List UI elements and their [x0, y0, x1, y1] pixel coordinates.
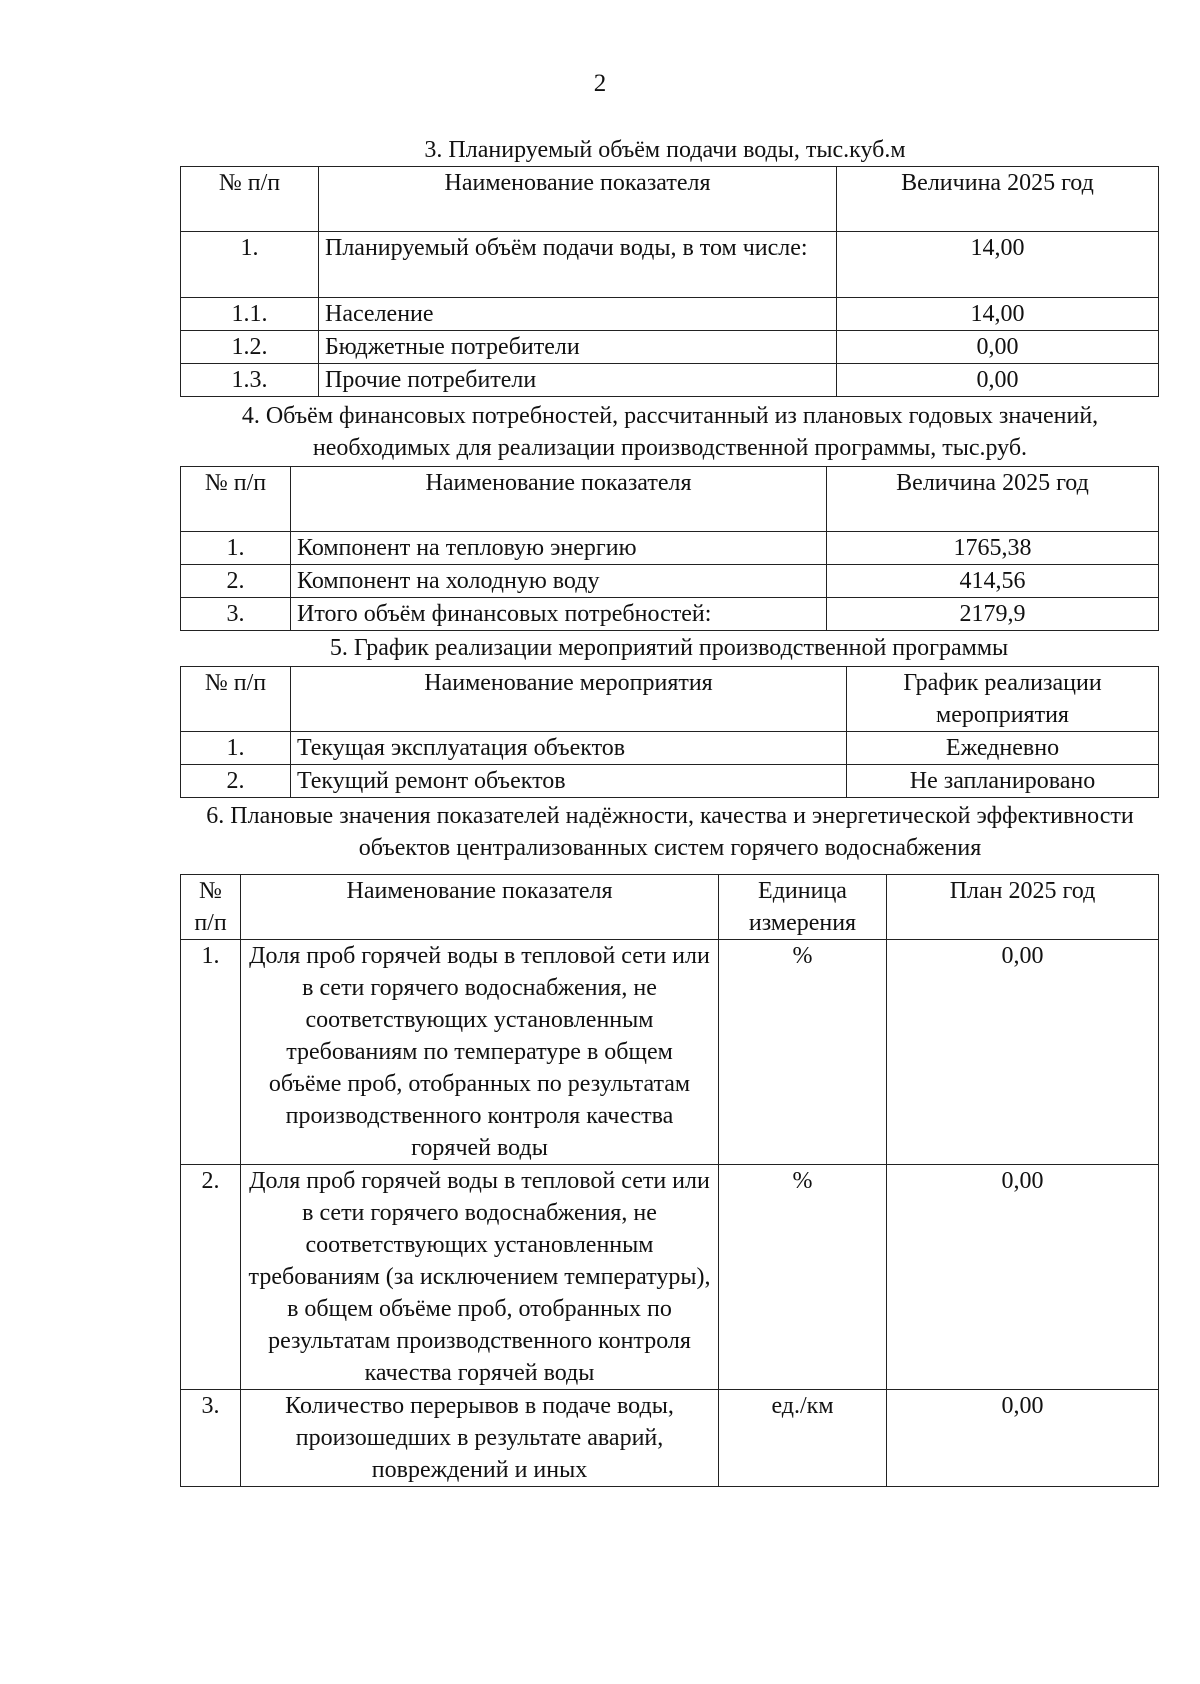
row-unit: %: [719, 1165, 887, 1390]
table-row: [181, 364, 1159, 397]
table-header-row: [181, 875, 1159, 940]
row-name: Доля проб горячей воды в тепловой сети или в сети горячего водоснабжения, не соответствующих установленным требованиям (за исключением температуры), в общем объёме проб, отобранных по результатам производственного контроля качества горячей воды: [241, 1165, 719, 1390]
table-row: [181, 940, 1159, 1165]
row-name: Прочие потребители: [319, 364, 837, 397]
row-unit: %: [719, 940, 887, 1165]
row-num: 2.: [181, 765, 291, 798]
row-value: 14,00: [837, 298, 1159, 331]
header-num: № п/п: [181, 467, 291, 532]
row-value: 0,00: [837, 331, 1159, 364]
header-value: График реализации мероприятия: [847, 667, 1159, 732]
table-header-row: [181, 467, 1159, 532]
row-value: 414,56: [827, 565, 1159, 598]
table-row: [181, 232, 1159, 298]
page-number: 2: [593, 70, 607, 97]
section-5-title: 5. График реализации мероприятий производственной программы: [329, 635, 1009, 661]
header-unit: Единица измерения: [719, 875, 887, 940]
row-num: 1.: [181, 532, 291, 565]
section-6-table: [180, 874, 1159, 1487]
header-value: Величина 2025 год: [837, 167, 1159, 232]
header-num: № п/п: [181, 875, 241, 940]
table-row: [181, 1165, 1159, 1390]
table-row: [181, 565, 1159, 598]
row-name: Количество перерывов в подаче воды, произошедших в результате аварий, повреждений и иных: [241, 1390, 719, 1487]
row-plan: 0,00: [887, 940, 1159, 1165]
row-num: 2.: [181, 565, 291, 598]
table-row: [181, 1390, 1159, 1487]
row-value: 14,00: [837, 232, 1159, 298]
header-name: Наименование показателя: [241, 875, 719, 940]
row-name: Текущий ремонт объектов: [291, 765, 847, 798]
row-name: Компонент на тепловую энергию: [291, 532, 827, 565]
row-num: 1.: [181, 940, 241, 1165]
table-row: [181, 532, 1159, 565]
row-value: 0,00: [837, 364, 1159, 397]
section-4-table: [180, 466, 1159, 631]
row-num: 1.1.: [181, 298, 319, 331]
table-row: [181, 732, 1159, 765]
row-name: Итого объём финансовых потребностей:: [291, 598, 827, 631]
table-row: [181, 331, 1159, 364]
row-num: 3.: [181, 598, 291, 631]
row-num: 1.: [181, 232, 319, 298]
row-value: Ежедневно: [847, 732, 1159, 765]
row-value: Не запланировано: [847, 765, 1159, 798]
row-unit: ед./км: [719, 1390, 887, 1487]
row-num: 1.: [181, 732, 291, 765]
table-header-row: [181, 167, 1159, 232]
row-value: 2179,9: [827, 598, 1159, 631]
row-name: Планируемый объём подачи воды, в том числе:: [319, 232, 837, 298]
row-value: 1765,38: [827, 532, 1159, 565]
row-num: 1.3.: [181, 364, 319, 397]
row-name: Население: [319, 298, 837, 331]
table-row: [181, 598, 1159, 631]
header-name: Наименование показателя: [319, 167, 837, 232]
table-header-row: [181, 667, 1159, 732]
section-6-title: 6. Плановые значения показателей надёжности, качества и энергетической эффективности объектов централизованных систем горячего водоснабжения: [206, 803, 1134, 861]
section-3-table: [180, 166, 1159, 397]
header-name: Наименование показателя: [291, 467, 827, 532]
row-num: 3.: [181, 1390, 241, 1487]
row-name: Текущая эксплуатация объектов: [291, 732, 847, 765]
row-plan: 0,00: [887, 1165, 1159, 1390]
row-num: 2.: [181, 1165, 241, 1390]
header-num: № п/п: [181, 667, 291, 732]
row-name: Доля проб горячей воды в тепловой сети или в сети горячего водоснабжения, не соответствующих установленным требованиям по температуре в общем объёме проб, отобранных по результатам производственного контроля качества горячей воды: [241, 940, 719, 1165]
row-plan: 0,00: [887, 1390, 1159, 1487]
section-3-title: 3. Планируемый объём подачи воды, тыс.куб.м: [424, 137, 906, 163]
table-row: [181, 765, 1159, 798]
row-name: Бюджетные потребители: [319, 331, 837, 364]
section-4-title: 4. Объём финансовых потребностей, рассчитанный из плановых годовых значений, необходимых для реализации производственной программы, тыс.руб.: [241, 403, 1099, 461]
row-num: 1.2.: [181, 331, 319, 364]
row-name: Компонент на холодную воду: [291, 565, 827, 598]
header-name: Наименование мероприятия: [291, 667, 847, 732]
header-plan: План 2025 год: [887, 875, 1159, 940]
header-value: Величина 2025 год: [827, 467, 1159, 532]
header-num: № п/п: [181, 167, 319, 232]
section-5-table: [180, 666, 1159, 798]
table-row: [181, 298, 1159, 331]
